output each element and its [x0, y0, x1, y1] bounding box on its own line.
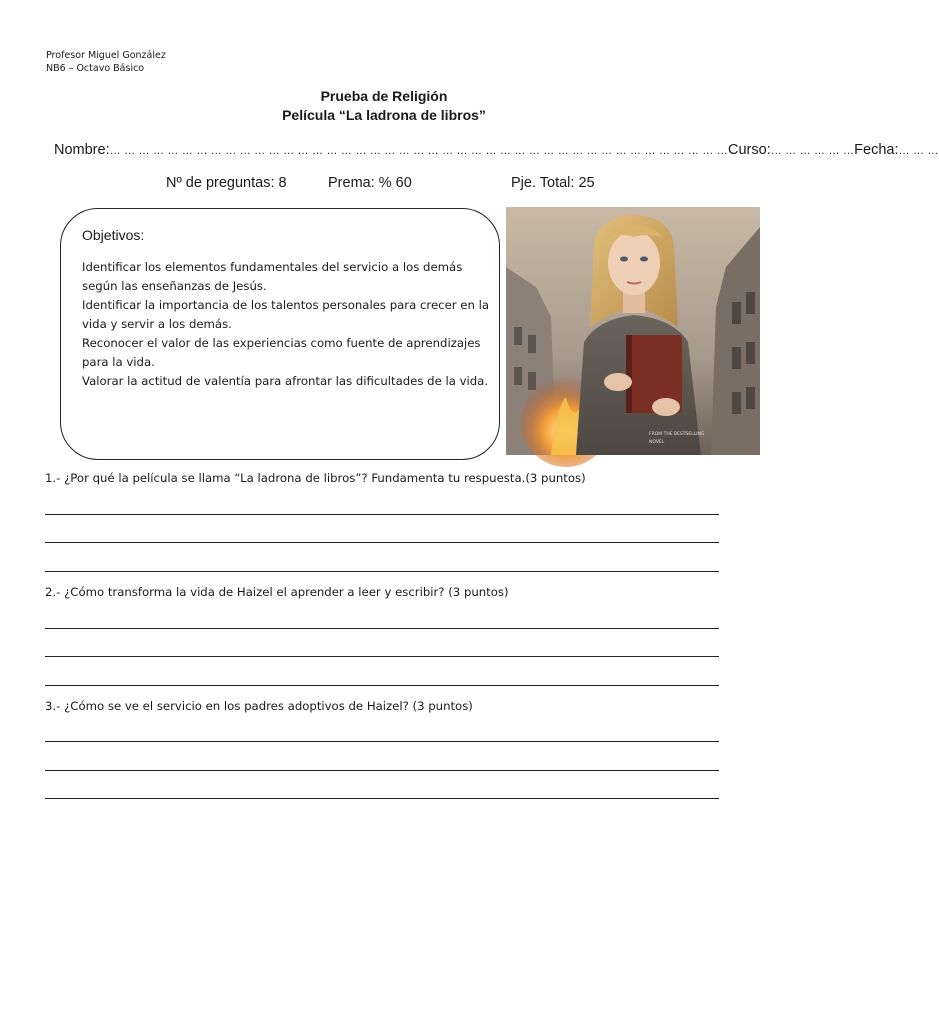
question-3: 3.- ¿Cómo se ve el servicio en los padres adoptivos de Haizel? (3 puntos): [45, 699, 473, 713]
objectives-list: [82, 258, 492, 391]
answer-line[interactable]: [45, 656, 719, 657]
test-title: Prueba de Religión: [320, 88, 448, 104]
course-field[interactable]: … … … … … …: [770, 145, 855, 157]
question-2: 2.- ¿Cómo transforma la vida de Haizel el aprender a leer y escribir? (3 puntos): [45, 585, 509, 599]
poster-tagline-2: NOVEL: [649, 440, 665, 445]
date-field[interactable]: … … …: [898, 145, 939, 157]
date-label: Fecha:: [854, 142, 899, 158]
course-level: NB6 – Octavo Básico: [46, 63, 145, 74]
total-score: Pje. Total: 25: [511, 175, 595, 191]
objective-item: Identificar la importancia de los talentos personales para crecer en la vida y servir a los demás.: [82, 298, 490, 331]
answer-line[interactable]: [45, 514, 719, 515]
objective-item: Identificar los elementos fundamentales del servicio a los demás según las enseñanzas de Jesús.: [82, 260, 463, 293]
question-count: Nº de preguntas: 8: [166, 175, 287, 191]
name-field[interactable]: … … … … … … … … … … … … … … … … … … … … … … … … … … … … … … … … … … … … … … … … … … …: [109, 145, 728, 157]
course-label: Curso:: [727, 142, 771, 158]
objective-item: Reconocer el valor de las experiencias como fuente de aprendizajes para la vida.: [82, 336, 481, 369]
movie-poster-image: [506, 207, 760, 455]
objectives-heading: Objetivos:: [82, 227, 145, 243]
answer-line[interactable]: [45, 542, 719, 543]
test-subtitle: Película “La ladrona de libros”: [282, 107, 486, 123]
answer-line[interactable]: [45, 770, 719, 771]
answer-line[interactable]: [45, 628, 719, 629]
answer-line[interactable]: [45, 798, 719, 799]
prema-percent: Prema: % 60: [328, 175, 412, 191]
name-label: Nombre:: [54, 142, 110, 158]
answer-line[interactable]: [45, 685, 719, 686]
objective-item: Valorar la actitud de valentía para afrontar las dificultades de la vida.: [82, 374, 489, 388]
student-info-line: [54, 142, 939, 158]
teacher-name: Profesor Miguel González: [46, 50, 166, 61]
poster-tagline-1: FROM THE BESTSELLING: [649, 432, 705, 437]
question-1: 1.- ¿Por qué la película se llama “La ladrona de libros”? Fundamenta tu respuesta.(3 puntos): [45, 471, 586, 485]
answer-line[interactable]: [45, 741, 719, 742]
answer-line[interactable]: [45, 571, 719, 572]
